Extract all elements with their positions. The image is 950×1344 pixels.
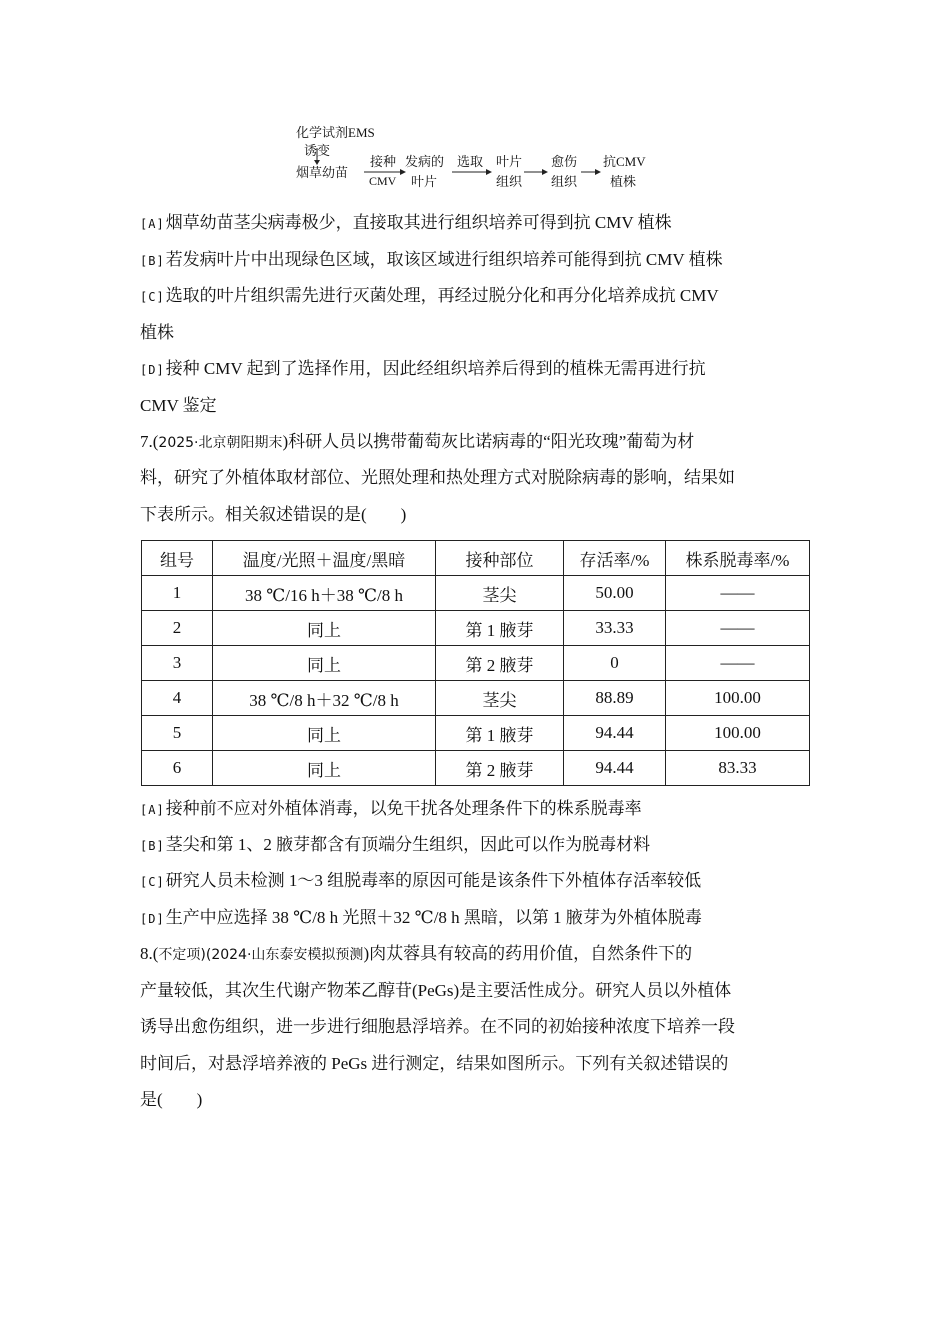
q8-stem-line-2: 产量较低，其次生代谢产物苯乙醇苷(PeGs)是主要活性成分。研究人员以外植体 xyxy=(140,981,732,1000)
flow-diseased-1: 发病的 xyxy=(405,154,445,169)
q6-option-d xyxy=(140,357,812,382)
table-cell: 100.00 xyxy=(666,681,810,716)
table-header: 存活率/% xyxy=(564,541,666,576)
flow-inoculate: 接种 xyxy=(370,154,397,169)
table-header: 株系脱毒率/% xyxy=(666,541,810,576)
flow-callus-2: 组织 xyxy=(551,174,578,189)
table-header: 温度/光照＋温度/黑暗 xyxy=(213,541,436,576)
q6-option-a xyxy=(140,211,812,236)
table-cell: 同上 xyxy=(213,716,436,751)
table-row xyxy=(142,576,810,611)
flow-callus-1: 愈伤 xyxy=(551,154,578,169)
flow-select: 选取 xyxy=(457,154,484,169)
table-row xyxy=(142,681,810,716)
question-number: 8.( xyxy=(140,944,159,963)
option-tag: [A] xyxy=(140,217,165,231)
table-cell: 茎尖 xyxy=(436,576,564,611)
option-tag: [D] xyxy=(140,363,165,377)
table-cell: 33.33 xyxy=(564,611,666,646)
table-cell: 83.33 xyxy=(666,751,810,786)
table-cell: 同上 xyxy=(213,611,436,646)
table-cell: 94.44 xyxy=(564,716,666,751)
option-tag: [B] xyxy=(140,839,165,853)
option-text: 研究人员未检测 1～3 组脱毒率的原因可能是该条件下外植体存活率较低 xyxy=(165,871,702,890)
q7-stem-line-1 xyxy=(140,430,812,455)
question-source: 不定项)(2024·山东泰安模拟预测 xyxy=(158,947,364,963)
flow-ems: 化学试剂EMS xyxy=(296,125,375,140)
stem-text: )科研人员以携带葡萄灰比诺病毒的“阳光玫瑰”葡萄为材 xyxy=(282,432,695,451)
results-table xyxy=(141,540,810,786)
table-row xyxy=(142,716,810,751)
q6-option-b xyxy=(140,248,812,273)
table-row xyxy=(142,751,810,786)
table-header: 接种部位 xyxy=(436,541,564,576)
table-cell: 88.89 xyxy=(564,681,666,716)
table-cell: 第 2 腋芽 xyxy=(436,646,564,681)
q8-stem-line-3: 诱导出愈伤组织，进一步进行细胞悬浮培养。在不同的初始接种浓度下培养一段 xyxy=(140,1017,735,1036)
table-cell: 5 xyxy=(142,716,213,751)
table-cell: 1 xyxy=(142,576,213,611)
q7-stem-line-3: 下表所示。相关叙述错误的是( ) xyxy=(140,505,407,524)
table-cell: —— xyxy=(666,646,810,681)
q8-stem-line-4: 时间后，对悬浮培养液的 PeGs 进行测定，结果如图所示。下列有关叙述错误的 xyxy=(140,1054,729,1073)
option-tag: [C] xyxy=(140,875,165,889)
q7-option-b xyxy=(140,833,812,858)
option-text: 生产中应选择 38 ℃/8 h 光照＋32 ℃/8 h 黑暗，以第 1 腋芽为外植体脱毒 xyxy=(165,908,702,927)
flow-seedling: 烟草幼苗 xyxy=(296,165,349,180)
q6-option-c-cont: 植株 xyxy=(140,323,174,342)
question-source: 2025·北京朝阳期末 xyxy=(158,435,283,451)
q8-stem-line-5: 是( ) xyxy=(140,1090,203,1109)
option-text: 茎尖和第 1、2 腋芽都含有顶端分生组织，因此可以作为脱毒材料 xyxy=(165,835,651,854)
table-cell: 50.00 xyxy=(564,576,666,611)
table-header-row xyxy=(142,541,810,576)
table-cell: 同上 xyxy=(213,751,436,786)
flow-cmv: CMV xyxy=(369,174,397,188)
table-cell: 3 xyxy=(142,646,213,681)
table-cell: 38 ℃/16 h＋38 ℃/8 h xyxy=(213,576,436,611)
table-cell: 第 1 腋芽 xyxy=(436,611,564,646)
table-cell: 同上 xyxy=(213,646,436,681)
flow-mutagen: 诱变 xyxy=(304,143,331,158)
table-cell: 100.00 xyxy=(666,716,810,751)
q7-option-c xyxy=(140,869,812,894)
table-cell: 4 xyxy=(142,681,213,716)
flow-leaf-2: 组织 xyxy=(496,174,523,189)
option-text: 若发病叶片中出现绿色区域，取该区域进行组织培养可能得到抗 CMV 植株 xyxy=(165,250,723,269)
q6-option-d-cont: CMV 鉴定 xyxy=(140,396,217,415)
flow-result-1: 抗CMV xyxy=(603,154,646,169)
option-tag: [D] xyxy=(140,912,165,926)
table-cell: —— xyxy=(666,576,810,611)
table-cell: 0 xyxy=(564,646,666,681)
table-cell: 94.44 xyxy=(564,751,666,786)
table-cell: —— xyxy=(666,611,810,646)
option-tag: [C] xyxy=(140,290,165,304)
q6-option-c xyxy=(140,284,812,309)
tissue-culture-flow-diagram xyxy=(292,122,672,194)
table-cell: 6 xyxy=(142,751,213,786)
question-number: 7.( xyxy=(140,432,159,451)
table-row xyxy=(142,646,810,681)
option-text: 接种 CMV 起到了选择作用，因此经组织培养后得到的植株无需再进行抗 xyxy=(165,359,706,378)
flow-leaf-1: 叶片 xyxy=(496,154,523,169)
stem-text: )肉苁蓉具有较高的药用价值，自然条件下的 xyxy=(363,944,693,963)
table-cell: 茎尖 xyxy=(436,681,564,716)
option-text: 接种前不应对外植体消毒，以免干扰各处理条件下的株系脱毒率 xyxy=(165,799,642,818)
table-row xyxy=(142,611,810,646)
table-cell: 第 1 腋芽 xyxy=(436,716,564,751)
option-tag: [B] xyxy=(140,254,165,268)
table-header: 组号 xyxy=(142,541,213,576)
option-tag: [A] xyxy=(140,803,165,817)
q8-stem-line-1 xyxy=(140,942,812,967)
q7-option-d xyxy=(140,906,812,931)
table-cell: 第 2 腋芽 xyxy=(436,751,564,786)
flow-result-2: 植株 xyxy=(610,174,637,189)
table-cell: 2 xyxy=(142,611,213,646)
table-cell: 38 ℃/8 h＋32 ℃/8 h xyxy=(213,681,436,716)
option-text: 烟草幼苗茎尖病毒极少，直接取其进行组织培养可得到抗 CMV 植株 xyxy=(165,213,672,232)
option-text: 选取的叶片组织需先进行灭菌处理，再经过脱分化和再分化培养成抗 CMV xyxy=(165,286,719,305)
flow-diseased-2: 叶片 xyxy=(411,174,438,189)
q7-stem-line-2: 料，研究了外植体取材部位、光照处理和热处理方式对脱除病毒的影响，结果如 xyxy=(140,468,735,487)
q7-option-a xyxy=(140,797,812,822)
